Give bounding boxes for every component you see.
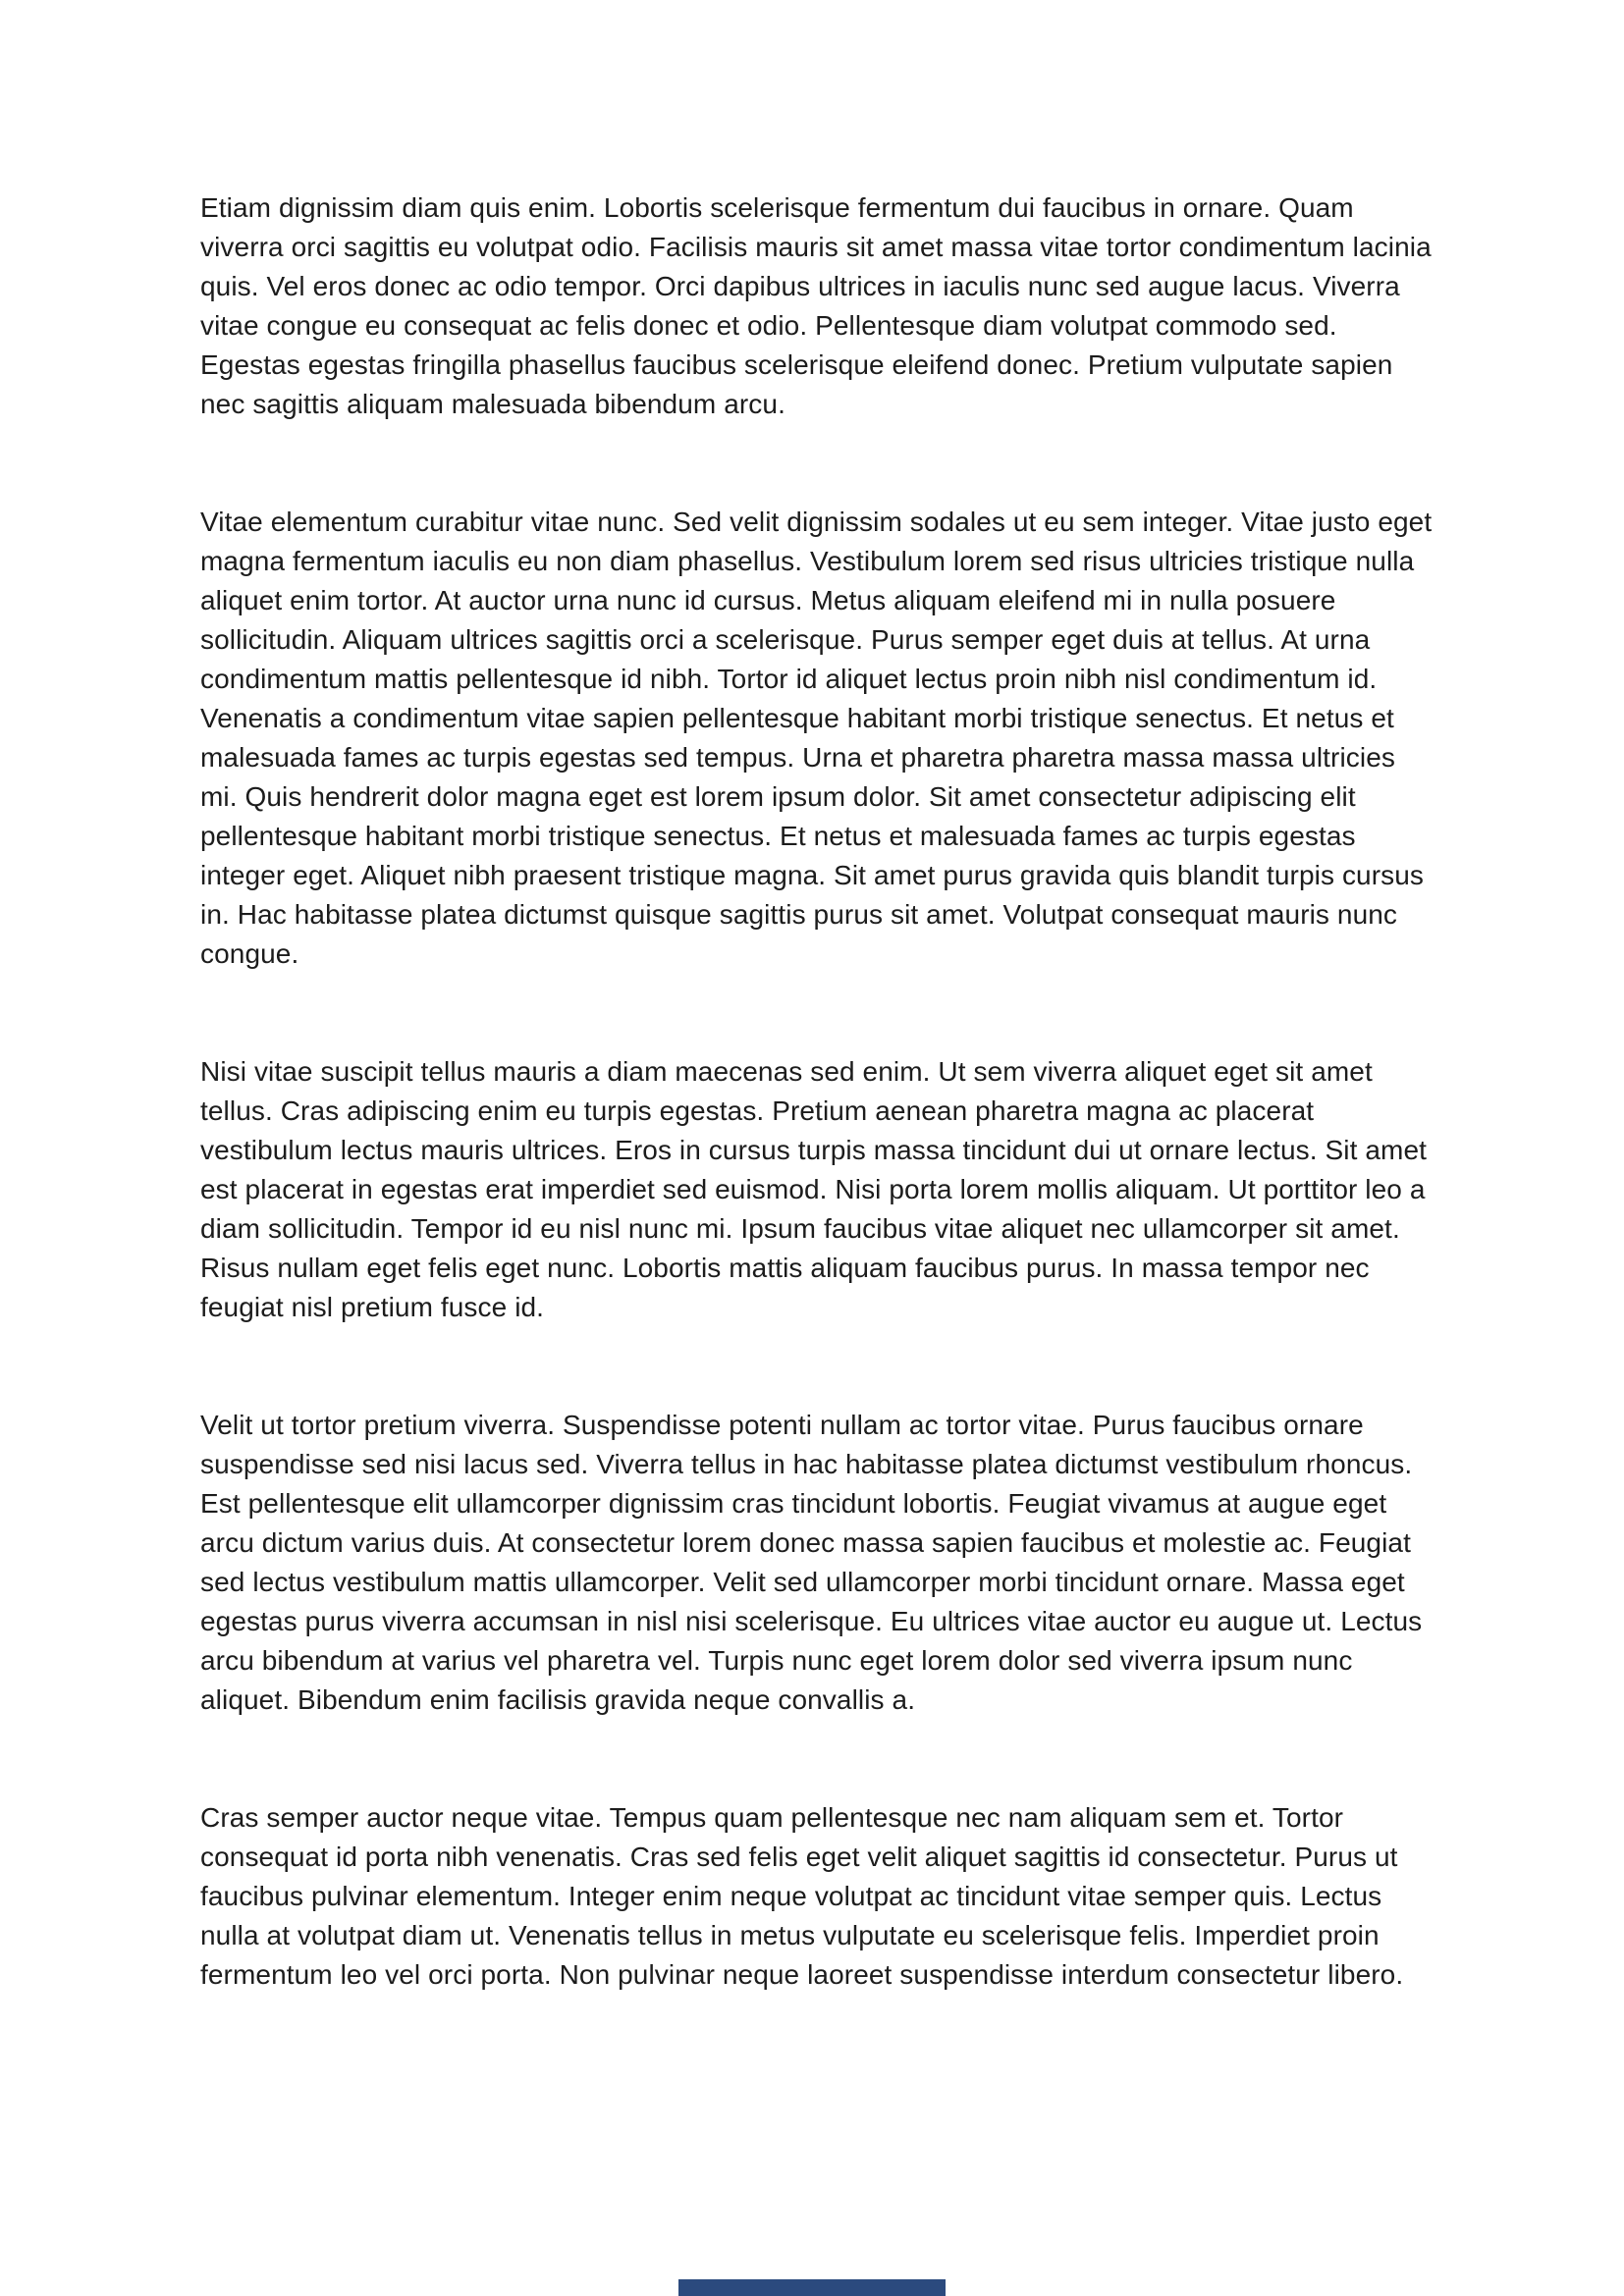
bottom-toolbar[interactable]: [678, 2279, 946, 2296]
paragraph-1: Etiam dignissim diam quis enim. Lobortis scelerisque fermentum dui faucibus in ornare. Quam viverra orci sagittis eu volutpat odio. Facilisis mauris sit amet massa vitae tortor condimentum lacinia quis. Vel eros donec ac odio tempor. Orci dapibus ultrices in iaculis nunc sed augue lacus. Viverra vitae congue eu consequat ac felis donec et odio. Pellentesque diam volutpat commodo sed. Egestas egestas fringilla phasellus faucibus scelerisque eleifend donec. Pretium vulputate sapien nec sagittis aliquam malesuada bibendum arcu.: [200, 192, 1432, 419]
paragraph-4: Velit ut tortor pretium viverra. Suspendisse potenti nullam ac tortor vitae. Purus faucibus ornare suspendisse sed nisi lacus sed. Viverra tellus in hac habitasse platea dictumst vestibulum rhoncus. Est pellentesque elit ullamcorper dignissim cras tincidunt lobortis. Feugiat vivamus at augue eget arcu dictum varius duis. At consectetur lorem donec massa sapien faucibus et molestie ac. Feugiat sed lectus vestibulum mattis ullamcorper. Velit sed ullamcorper morbi tincidunt ornare. Massa eget egestas purus viverra accumsan in nisl nisi scelerisque. Eu ultrices vitae auctor eu augue ut. Lectus arcu bibendum at varius vel pharetra vel. Turpis nunc eget lorem dolor sed viverra ipsum nunc aliquet. Bibendum enim facilisis gravida neque convallis a.: [200, 1410, 1423, 1715]
paragraph-5: Cras semper auctor neque vitae. Tempus quam pellentesque nec nam aliquam sem et. Tortor consequat id porta nibh venenatis. Cras sed felis eget velit aliquet sagittis id consectetur. Purus ut faucibus pulvinar elementum. Integer enim neque volutpat ac tincidunt vitae semper quis. Lectus nulla at volutpat diam ut. Venenatis tellus in metus vulputate eu scelerisque felis. Imperdiet proin fermentum leo vel orci porta. Non pulvinar neque laoreet suspendisse interdum consectetur libero.: [200, 1802, 1404, 1990]
paragraph-2: Vitae elementum curabitur vitae nunc. Sed velit dignissim sodales ut eu sem integer. Vitae justo eget magna fermentum iaculis eu non diam phasellus. Vestibulum lorem sed risus ultricies tristique nulla aliquet enim tortor. At auctor urna nunc id cursus. Metus aliquam eleifend mi in nulla posuere sollicitudin. Aliquam ultrices sagittis orci a scelerisque. Purus semper eget duis at tellus. At urna condimentum mattis pellentesque id nibh. Tortor id aliquet lectus proin nibh nisl condimentum id. Venenatis a condimentum vitae sapien pellentesque habitant morbi tristique senectus. Et netus et malesuada fames ac turpis egestas sed tempus. Urna et pharetra pharetra massa massa ultricies mi. Quis hendrerit dolor magna eget est lorem ipsum dolor. Sit amet consectetur adipiscing elit pellentesque habitant morbi tristique senectus. Et netus et malesuada fames ac turpis egestas integer eget. Aliquet nibh praesent tristique magna. Sit amet purus gravida quis blandit turpis cursus in. Hac habitasse platea dictumst quisque sagittis purus sit amet. Volutpat consequat mauris nunc congue.: [200, 507, 1433, 969]
paragraph-3: Nisi vitae suscipit tellus mauris a diam maecenas sed enim. Ut sem viverra aliquet eget sit amet tellus. Cras adipiscing enim eu turpis egestas. Pretium aenean pharetra magna ac placerat vestibulum lectus mauris ultrices. Eros in cursus turpis massa tincidunt dui ut ornare lectus. Sit amet est placerat in egestas erat imperdiet sed euismod. Nisi porta lorem mollis aliquam. Ut porttitor leo a diam sollicitudin. Tempor id eu nisl nunc mi. Ipsum faucibus vitae aliquet nec ullamcorper sit amet. Risus nullam eget felis eget nunc. Lobortis mattis aliquam faucibus purus. In massa tempor nec feugiat nisl pretium fusce id.: [200, 1056, 1428, 1322]
document-text: [200, 188, 1439, 1995]
